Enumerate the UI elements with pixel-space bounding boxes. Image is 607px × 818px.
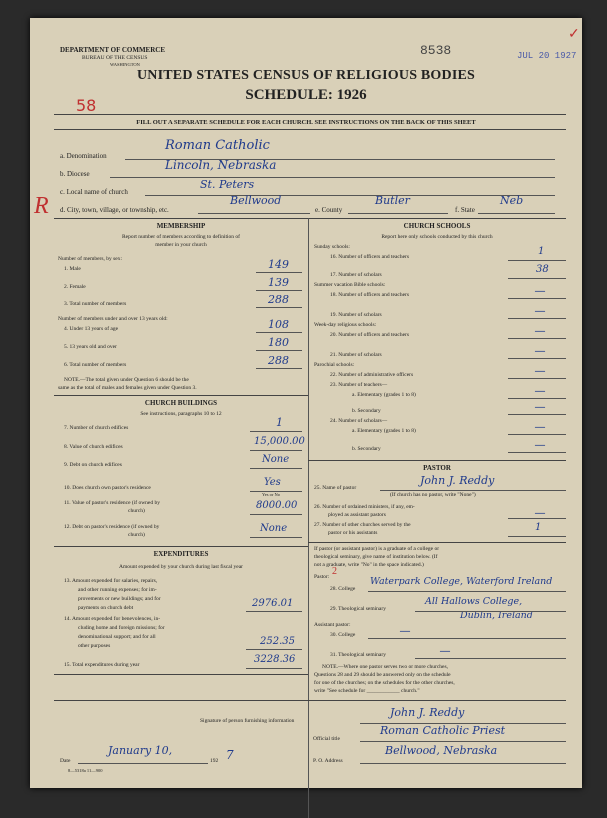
q24b-value: —: [535, 440, 545, 451]
graduate-note-3: not a graduate, write "No" in the space indicated.): [314, 562, 424, 568]
schools-intro: Report here only schools conducted by this church: [381, 234, 493, 240]
red-r-mark: R: [34, 193, 49, 219]
date-value: January 10,: [108, 744, 173, 757]
q19-label: 19. Number of scholars: [330, 312, 382, 318]
q22-value: —: [535, 366, 545, 377]
state-label: f. State: [455, 206, 475, 214]
q11-value-value: 8000.00: [256, 500, 298, 511]
official-title-label: Official title: [313, 736, 340, 742]
q8-value-value: 15,000.00: [254, 436, 305, 447]
year-prefix: 192: [210, 758, 219, 764]
parochial-schools-label: Parochial schools:: [314, 362, 355, 368]
q11-value-label-1: 11. Value of pastor's residence (if owned by: [64, 500, 160, 506]
vacation-schools-label: Summer vacation Bible schools:: [314, 282, 386, 288]
q5-over13-value: 180: [268, 336, 289, 349]
q16-label: 16. Number of officers and teachers: [330, 254, 410, 260]
q13-label-1: 13. Amount expended for salaries, repairs,: [64, 578, 158, 584]
q24-label: 24. Number of scholars—: [330, 418, 388, 424]
q14-label-4: other purposes: [78, 643, 111, 649]
q9-debt-label: 9. Debt on church edifices: [64, 462, 122, 468]
received-date-stamp: JUL 20 1927: [517, 51, 577, 61]
q12-debt-label-2: church): [128, 532, 145, 538]
date-label: Date: [60, 758, 71, 764]
q18-value: —: [535, 286, 545, 297]
q29-value-2: Dublin, Ireland: [460, 610, 533, 621]
q29-value-1: All Hallows College,: [425, 596, 523, 607]
q13-value: 2976.01: [252, 598, 294, 609]
q24a-value: —: [535, 422, 545, 433]
q26-label-2: ployed as assistant pastors: [328, 512, 386, 518]
diocese-value: Lincoln, Nebraska: [165, 158, 277, 172]
q21-value: —: [535, 346, 545, 357]
sunday-schools-label: Sunday schools:: [314, 244, 350, 250]
serial-number: 8538: [420, 43, 452, 58]
q21-label: 21. Number of scholars: [330, 352, 382, 358]
q19-value: —: [535, 306, 545, 317]
q4-under13-value: 108: [268, 318, 289, 331]
q5-over13-label: 5. 13 years old and over: [64, 344, 117, 350]
pastor-subhead: Pastor:: [314, 574, 330, 580]
q24a-label: a. Elementary (grades 1 to 8): [352, 428, 416, 434]
q26-label-1: 26. Number of ordained ministers, if any, em-: [314, 504, 415, 510]
weekday-schools-label: Week-day religious schools:: [314, 322, 377, 328]
city-town-value: Bellwood: [230, 194, 282, 207]
members-by-age-label: Number of members under and over 13 years old:: [58, 316, 168, 322]
city-town-label: d. City, town, village, or township, etc.: [60, 206, 169, 214]
diocese-label: b. Diocese: [60, 170, 90, 178]
q14-label-2: cluding home and foreign missions; for: [78, 625, 165, 631]
church-name-label: c. Local name of church: [60, 188, 128, 196]
q26-value: —: [535, 508, 545, 519]
q10-residence-value: Yes: [264, 477, 281, 488]
q17-value: 38: [536, 264, 549, 275]
membership-intro-1: Report number of members according to definition of: [121, 234, 241, 240]
q28-value: Waterpark College, Waterford Ireland: [370, 576, 553, 587]
census-schedule-sheet: [30, 18, 582, 788]
q10-residence-label: 10. Does church own pastor's residence: [64, 485, 151, 491]
q25-label: 25. Name of pastor: [314, 485, 357, 491]
graduate-note-2: theological seminary, give name of institution below. (If: [314, 554, 438, 560]
department-label: DEPARTMENT OF COMMERCE: [60, 46, 166, 54]
q23b-label: b. Secondary: [352, 408, 381, 414]
q3-total-value: 288: [268, 293, 289, 306]
q6-total-value: 288: [268, 354, 289, 367]
q13-label-2: and other running expenses; for im-: [78, 587, 157, 593]
q12-debt-label-1: 12. Debt on pastor's residence (if owned by: [64, 524, 160, 530]
form-number: 8—5318a 11—900: [68, 768, 103, 773]
county-value: Butler: [375, 194, 410, 207]
schools-title: CHURCH SCHOOLS: [403, 222, 471, 230]
q12-debt-value: None: [260, 523, 288, 534]
denomination-label: a. Denomination: [60, 152, 107, 160]
q4-under13-label: 4. Under 13 years of age: [64, 326, 119, 332]
q27-label-1: 27. Number of other churches served by the: [314, 522, 411, 528]
q7-edifices-value: 1: [276, 416, 283, 429]
pastor-note-3: for one of the churches; on the schedules for the other churches,: [314, 680, 455, 686]
city-label: WASHINGTON: [110, 62, 140, 67]
church-name-value: St. Peters: [200, 178, 255, 191]
denomination-value: Roman Catholic: [165, 138, 270, 153]
q20-value: —: [535, 326, 545, 337]
q23b-value: —: [535, 402, 545, 413]
year-value: 7: [226, 748, 234, 762]
bureau-label: BUREAU OF THE CENSUS: [82, 55, 148, 61]
graduate-note-1: If pastor (or assistant pastor) is a graduate of a college or: [314, 546, 440, 552]
q2-female-value: 139: [268, 276, 289, 289]
instructions-line: FILL OUT A SEPARATE SCHEDULE FOR EACH CHURCH. SEE INSTRUCTIONS ON THE BACK OF THIS SHEET: [136, 119, 476, 126]
q20-label: 20. Number of officers and teachers: [330, 332, 410, 338]
q31-label: 31. Theological seminary: [330, 652, 386, 658]
q13-label-3: provements or new buildings; and for: [78, 596, 161, 602]
q28-label: 28. College: [330, 586, 356, 592]
po-address-value: Bellwood, Nebraska: [385, 744, 498, 757]
form-title: UNITED STATES CENSUS OF RELIGIOUS BODIES: [136, 68, 475, 83]
members-by-sex-label: Number of members, by sex:: [58, 256, 122, 262]
q14-value: 252.35: [260, 636, 295, 647]
county-label: e. County: [315, 206, 343, 214]
q6-total-label: 6. Total number of members: [64, 362, 127, 368]
q30-label: 30. College: [330, 632, 356, 638]
red-number: 58: [76, 96, 97, 115]
pastor-note-2: Questions 28 and 29 should be answered only on the schedule: [314, 672, 451, 678]
schedule-title: SCHEDULE: 1926: [245, 87, 367, 103]
q23-label: 23. Number of teachers—: [330, 382, 388, 388]
q9-debt-value: None: [262, 454, 290, 465]
q2-female-label: 2. Female: [64, 284, 86, 290]
q23a-label: a. Elementary (grades 1 to 8): [352, 392, 416, 398]
q3-total-label: 3. Total number of members: [64, 301, 127, 307]
q24b-label: b. Secondary: [352, 446, 381, 452]
q8-value-label: 8. Value of church edifices: [64, 444, 123, 450]
q1-male-value: 149: [268, 258, 289, 271]
q25-note: (If church has no pastor, write "None"): [390, 492, 476, 498]
yes-or-no-hint: Yes or No: [262, 492, 281, 497]
membership-intro-2: member in your church: [155, 242, 207, 248]
expenditures-title: EXPENDITURES: [153, 550, 209, 558]
q7-edifices-label: 7. Number of church edifices: [64, 425, 129, 431]
state-value: Neb: [500, 194, 524, 207]
q15-value: 3228.36: [254, 654, 296, 665]
buildings-intro: See instructions, paragraphs 10 to 12: [140, 411, 222, 417]
assistant-pastor-subhead: Assistant pastor:: [314, 622, 351, 628]
po-address-label: P. O. Address: [313, 758, 343, 764]
official-title-value: Roman Catholic Priest: [380, 724, 506, 737]
expenditures-intro: Amount expended by your church during last fiscal year: [118, 564, 244, 570]
q31-value: —: [440, 646, 450, 657]
pastor-red-mark: 2: [332, 566, 337, 577]
q13-label-4: payments on church debt: [78, 605, 134, 611]
q15-label: 15. Total expenditures during year: [64, 662, 140, 668]
membership-note-1: NOTE.—The total given under Question 6 should be the: [64, 377, 189, 383]
q18-label: 18. Number of officers and teachers: [330, 292, 410, 298]
membership-note-2: same as the total of males and females given under Question 3.: [58, 385, 197, 391]
q29-label: 29. Theological seminary: [330, 606, 386, 612]
q16-value: 1: [538, 246, 545, 257]
buildings-title: CHURCH BUILDINGS: [144, 399, 218, 407]
q14-label-1: 14. Amount expended for benevolences, in-: [64, 616, 161, 622]
q14-label-3: denominational support; and for all: [78, 634, 156, 640]
pastor-title: PASTOR: [423, 464, 451, 472]
pastor-note-1: NOTE.—Where one pastor serves two or more churches,: [322, 664, 448, 670]
q1-male-label: 1. Male: [64, 266, 81, 272]
q25-value: John J. Reddy: [420, 474, 495, 487]
q27-label-2: pastor or his assistants: [328, 530, 378, 536]
q27-value: 1: [535, 522, 542, 533]
signature-value: John J. Reddy: [390, 706, 465, 719]
q11-value-label-2: church): [128, 508, 145, 514]
q30-value: —: [400, 626, 410, 637]
signature-label: Signature of person furnishing information: [200, 718, 295, 724]
pastor-note-4: write "See schedule for ____________ church.": [314, 688, 420, 694]
q17-label: 17. Number of scholars: [330, 272, 382, 278]
q22-label: 22. Number of administrative officers: [330, 372, 414, 378]
q23a-value: —: [535, 386, 545, 397]
check-mark: ✓: [568, 27, 580, 42]
membership-title: MEMBERSHIP: [156, 222, 206, 230]
